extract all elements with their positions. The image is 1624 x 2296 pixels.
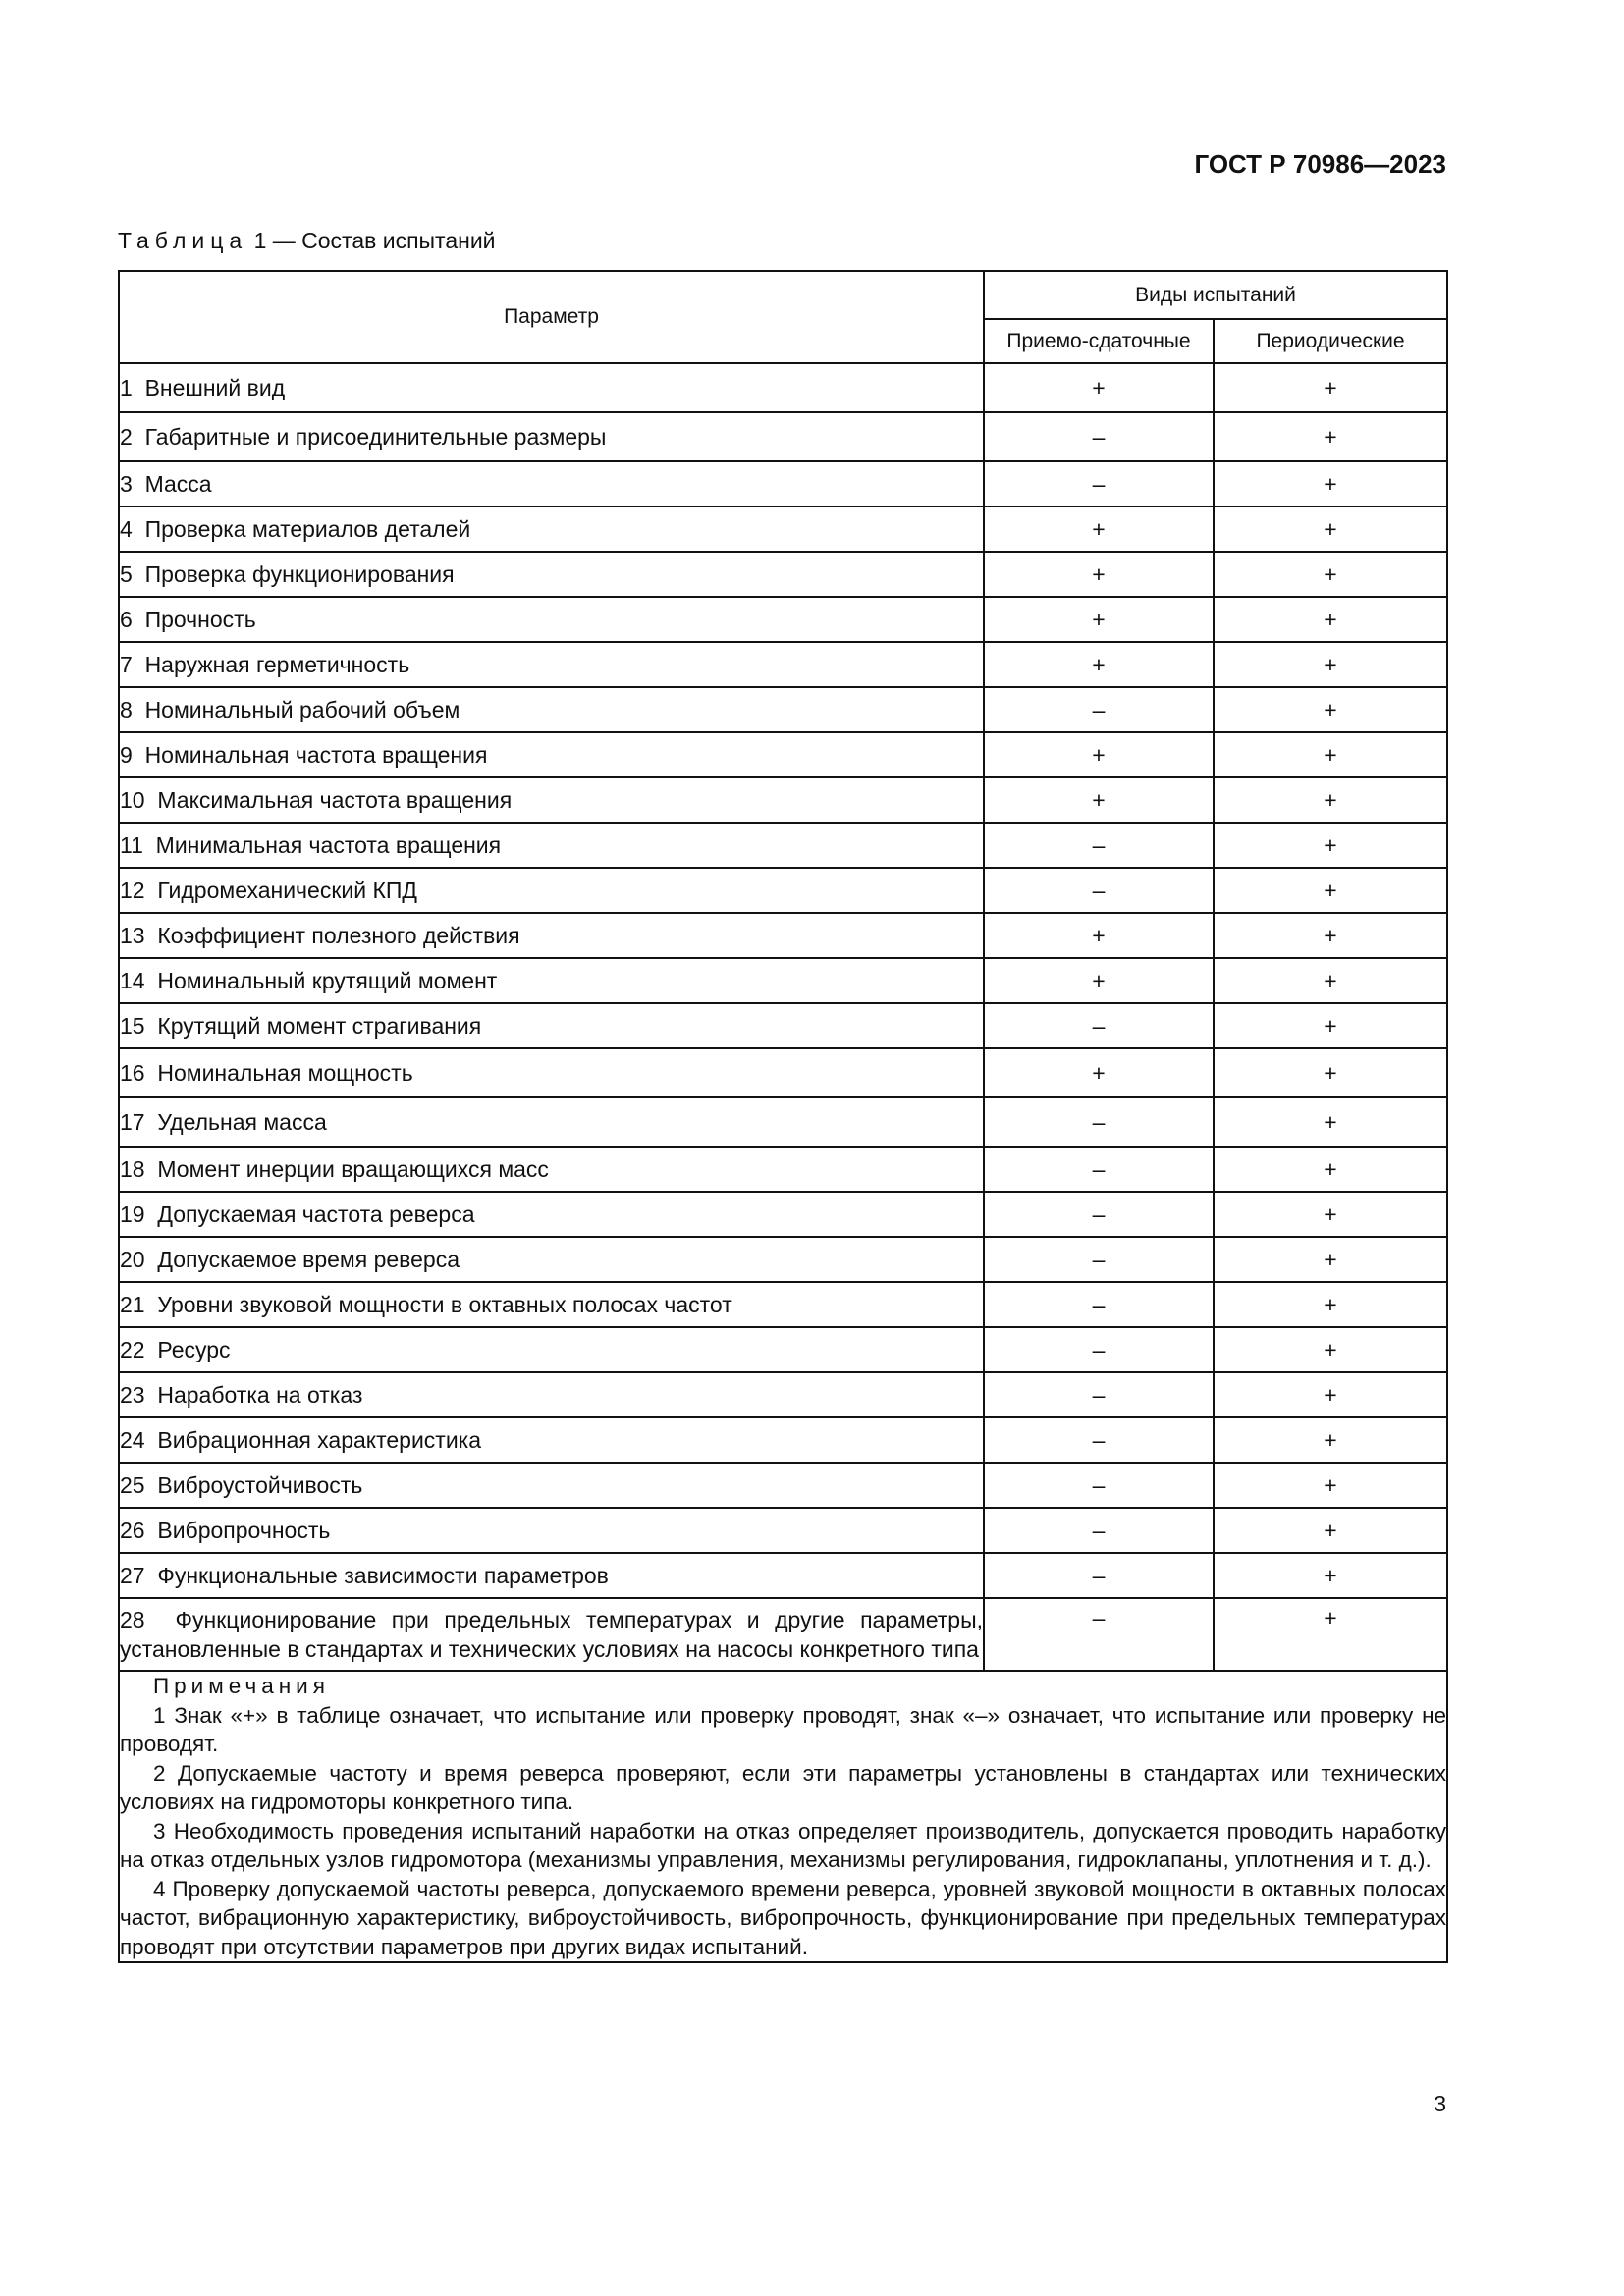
parameter-cell: 26 Вибропрочность [119,1508,984,1553]
periodic-mark-cell: + [1214,913,1447,958]
acceptance-mark-cell: + [984,777,1214,823]
acceptance-mark-cell: + [984,732,1214,777]
table-caption-label: Таблица [118,228,248,253]
periodic-mark-cell: + [1214,1097,1447,1147]
acceptance-mark-cell: – [984,1372,1214,1417]
table-row [119,687,1447,732]
table-row [119,1237,1447,1282]
table-row [119,1508,1447,1553]
note-3: 3 Необходимость проведения испытаний наработки на отказ определяет производитель, допускается проводить наработку на отказ отдельных узлов гидромотора (механизмы управления, механизмы регулирования, гидроклапаны, уплотнения и т. д.). [120,1818,1447,1872]
periodic-mark-cell: + [1214,1192,1447,1237]
periodic-mark-cell: + [1214,597,1447,642]
table-row [119,1192,1447,1237]
acceptance-mark-cell: + [984,363,1214,412]
parameter-cell: 24 Вибрационная характеристика [119,1417,984,1463]
acceptance-mark-cell: + [984,597,1214,642]
table-row [119,1463,1447,1508]
periodic-mark-cell: + [1214,1003,1447,1048]
acceptance-mark-cell: – [984,1327,1214,1372]
periodic-mark-cell: + [1214,412,1447,461]
table-row [119,461,1447,507]
acceptance-mark-cell: – [984,1417,1214,1463]
parameter-cell: 18 Момент инерции вращающихся масс [119,1147,984,1192]
page-number: 3 [1434,2091,1446,2116]
parameter-cell: 3 Масса [119,461,984,507]
periodic-mark-cell: + [1214,363,1447,412]
parameter-cell: 19 Допускаемая частота реверса [119,1192,984,1237]
table-row [119,913,1447,958]
periodic-mark-cell: + [1214,1553,1447,1598]
parameter-cell: 28 Функционирование при предельных температурах и другие параметры, установленные в стандартах и технических условиях на насосы конкретного типа [119,1598,984,1671]
periodic-mark-cell: + [1214,1147,1447,1192]
parameter-cell: 10 Максимальная частота вращения [119,777,984,823]
parameter-cell: 17 Удельная масса [119,1097,984,1147]
column-header-test-types: Виды испытаний [984,271,1447,319]
periodic-mark-cell: + [1214,1372,1447,1417]
note-1: 1 Знак «+» в таблице означает, что испытание или проверку проводят, знак «–» означает, что испытание или проверку не проводят. [120,1702,1447,1756]
column-header-parameter: Параметр [119,271,984,363]
acceptance-mark-cell: – [984,461,1214,507]
periodic-mark-cell: + [1214,1327,1447,1372]
acceptance-mark-cell: – [984,1237,1214,1282]
parameter-cell: 21 Уровни звуковой мощности в октавных полосах частот [119,1282,984,1327]
acceptance-mark-cell: – [984,1097,1214,1147]
table-row [119,1372,1447,1417]
periodic-mark-cell: + [1214,642,1447,687]
acceptance-mark-cell: + [984,507,1214,552]
table-row [119,1048,1447,1097]
table-row [119,1417,1447,1463]
table-row [119,1003,1447,1048]
notes-title: Примечания [153,1674,330,1698]
column-header-acceptance: Приемо-сдаточные [984,319,1214,363]
acceptance-mark-cell: – [984,687,1214,732]
tests-table [118,270,1448,1963]
table-row [119,363,1447,412]
table-row [119,597,1447,642]
parameter-cell: 6 Прочность [119,597,984,642]
acceptance-mark-cell: – [984,1147,1214,1192]
table-row [119,1282,1447,1327]
parameter-cell: 27 Функциональные зависимости параметров [119,1553,984,1598]
periodic-mark-cell: + [1214,732,1447,777]
parameter-cell: 4 Проверка материалов деталей [119,507,984,552]
table-notes [119,1671,1447,1962]
periodic-mark-cell: + [1214,958,1447,1003]
acceptance-mark-cell: – [984,868,1214,913]
column-header-periodic: Периодические [1214,319,1447,363]
acceptance-mark-cell: + [984,552,1214,597]
parameter-cell: 5 Проверка функционирования [119,552,984,597]
parameter-cell: 15 Крутящий момент страгивания [119,1003,984,1048]
table-row [119,732,1447,777]
table-row [119,507,1447,552]
table-row [119,1598,1447,1671]
parameter-cell: 7 Наружная герметичность [119,642,984,687]
acceptance-mark-cell: – [984,1598,1214,1671]
periodic-mark-cell: + [1214,687,1447,732]
table-row [119,958,1447,1003]
document-code: ГОСТ Р 70986—2023 [1194,149,1446,179]
note-2: 2 Допускаемые частоту и время реверса проверяют, если эти параметры установлены в стандартах или технических условиях на гидромоторы конкретного типа. [120,1760,1447,1814]
periodic-mark-cell: + [1214,777,1447,823]
parameter-cell: 1 Внешний вид [119,363,984,412]
acceptance-mark-cell: – [984,412,1214,461]
periodic-mark-cell: + [1214,868,1447,913]
table-row [119,868,1447,913]
periodic-mark-cell: + [1214,1417,1447,1463]
acceptance-mark-cell: + [984,913,1214,958]
parameter-cell: 22 Ресурс [119,1327,984,1372]
acceptance-mark-cell: – [984,1192,1214,1237]
table-row [119,1553,1447,1598]
periodic-mark-cell: + [1214,461,1447,507]
table-rows [119,363,1447,1671]
parameter-cell: 13 Коэффициент полезного действия [119,913,984,958]
acceptance-mark-cell: – [984,1282,1214,1327]
parameter-cell: 9 Номинальная частота вращения [119,732,984,777]
note-4: 4 Проверку допускаемой частоты реверса, допускаемого времени реверса, уровней звуковой мощности в октавных полосах частот, вибрационную характеристику, виброустойчивость, вибропрочность, функционирование при предельных температурах проводят при отсутствии параметров при других видах испытаний. [120,1876,1447,1959]
table-row [119,1327,1447,1372]
acceptance-mark-cell: – [984,1508,1214,1553]
periodic-mark-cell: + [1214,1282,1447,1327]
table-row [119,552,1447,597]
acceptance-mark-cell: – [984,1003,1214,1048]
parameter-cell: 12 Гидромеханический КПД [119,868,984,913]
table-caption [118,228,496,254]
parameter-cell: 14 Номинальный крутящий момент [119,958,984,1003]
acceptance-mark-cell: + [984,958,1214,1003]
acceptance-mark-cell: – [984,823,1214,868]
acceptance-mark-cell: + [984,1048,1214,1097]
parameter-cell: 11 Минимальная частота вращения [119,823,984,868]
acceptance-mark-cell: – [984,1463,1214,1508]
periodic-mark-cell: + [1214,1508,1447,1553]
periodic-mark-cell: + [1214,823,1447,868]
table-row [119,642,1447,687]
acceptance-mark-cell: – [984,1553,1214,1598]
parameter-cell: 16 Номинальная мощность [119,1048,984,1097]
table-row [119,777,1447,823]
table-row [119,412,1447,461]
parameter-cell: 23 Наработка на отказ [119,1372,984,1417]
periodic-mark-cell: + [1214,1598,1447,1671]
table-row [119,1147,1447,1192]
periodic-mark-cell: + [1214,552,1447,597]
parameter-cell: 2 Габаритные и присоединительные размеры [119,412,984,461]
parameter-cell: 25 Виброустойчивость [119,1463,984,1508]
parameter-cell: 20 Допускаемое время реверса [119,1237,984,1282]
acceptance-mark-cell: + [984,642,1214,687]
periodic-mark-cell: + [1214,1237,1447,1282]
periodic-mark-cell: + [1214,507,1447,552]
table-row [119,1097,1447,1147]
parameter-cell: 8 Номинальный рабочий объем [119,687,984,732]
table-row [119,823,1447,868]
periodic-mark-cell: + [1214,1048,1447,1097]
periodic-mark-cell: + [1214,1463,1447,1508]
table-caption-title: 1 — Состав испытаний [253,228,496,253]
